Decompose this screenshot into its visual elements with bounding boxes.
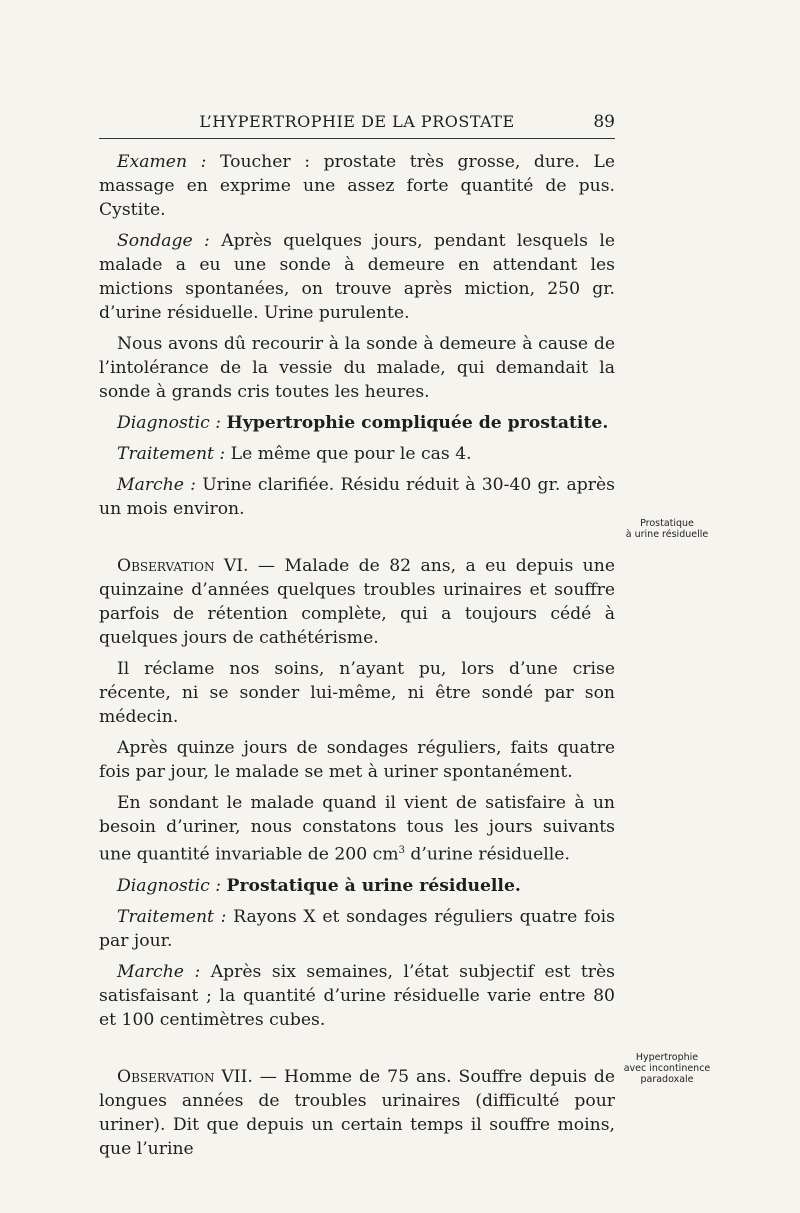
obs7-intro-paragraph [99, 1065, 615, 1161]
obs6-traitement-label: Traitement : [117, 906, 227, 927]
obs6-heading: Observation VI. — [117, 556, 276, 576]
obs6-p4-after: d’urine résiduelle. [404, 844, 570, 865]
section-gap-2 [99, 1039, 615, 1065]
margin-note-obs7-line1: Hypertrophie [635, 1052, 699, 1063]
sondage-paragraph [99, 229, 615, 325]
diagnostic-label-prev: Diagnostic : [117, 413, 222, 433]
diagnostic-text-prev: Hypertrophie compliquée de prostatite. [226, 413, 609, 433]
traitement-paragraph-prev [99, 442, 615, 466]
margin-note-obs7-line3: paradoxale [640, 1074, 694, 1085]
obs6-diagnostic-paragraph [99, 874, 615, 898]
obs7-intro: Homme de 75 ans. Souffre depuis de longues années de troubles urinaires (difficulté pour uriner). Dit que depuis un certain temps il souffre moins, que l’urine [99, 1066, 615, 1159]
obs6-diagnostic-text: Prostatique à urine résiduelle. [226, 875, 521, 896]
margin-note-obs6-line1: Prostatique [640, 518, 694, 529]
obs6-p2: Il réclame nos soins, n’ayant pu, lors d’une crise récente, ni se sonder lui-même, ni être sondé par son médecin. [99, 659, 615, 727]
running-header [99, 112, 615, 139]
obs6-traitement-text: Rayons X et sondages réguliers quatre fois par jour. [99, 906, 615, 951]
obs6-p4-before: En sondant le malade quand il vient de satisfaire à un besoin d’uriner, nous constatons tous les jours suivants une quantité invariable de 200 cm [99, 793, 615, 865]
obs6-diagnostic-label: Diagnostic : [117, 875, 222, 896]
examen-paragraph [99, 150, 615, 222]
obs6-marche-label: Marche : [117, 961, 201, 982]
margin-note-obs7-line2: avec incontinence [623, 1063, 711, 1074]
page-body [99, 150, 615, 1168]
sondage-text: Après quelques jours, pendant lesquels le malade a eu une sonde à demeure en attendant les mictions spontanées, on trouve après miction, 250 gr. d’urine résiduelle. Urine purulente. [99, 231, 615, 323]
obs6-marche-text: Après six semaines, l’état subjectif est très satisfaisant ; la quantité d’urine résiduelle varie entre 80 et 100 centimètres cubes. [99, 961, 615, 1030]
marche-label-prev: Marche : [117, 475, 196, 495]
traitement-text-prev: Le même que pour le cas 4. [230, 444, 472, 464]
section-gap [99, 528, 615, 554]
page-number: 89 [593, 112, 615, 132]
sondage-label: Sondage : [117, 231, 210, 251]
obs6-p4-sup: 3 [398, 845, 405, 856]
obs6-traitement-paragraph [99, 905, 615, 953]
marche-paragraph-prev [99, 473, 615, 521]
obs6-intro-paragraph [99, 554, 615, 650]
running-title: L’HYPERTROPHIE DE LA PROSTATE [199, 112, 515, 131]
margin-note-obs7 [618, 1052, 716, 1085]
margin-note-obs6-line2: à urine résiduelle [625, 529, 709, 540]
obs6-p3: Après quinze jours de sondages réguliers, faits quatre fois par jour, le malade se met à uriner spontanément. [99, 738, 615, 782]
margin-note-obs6 [618, 518, 716, 540]
obs6-intro: Malade de 82 ans, a eu depuis une quinzaine d’années quelques troubles urinaires et souffre parfois de rétention complète, qui a toujours cédé à quelques jours de cathétérisme. [99, 556, 615, 648]
obs7-heading: Observation VII. — [117, 1066, 277, 1087]
examen-text: Toucher : prostate très grosse, dure. Le massage en exprime une assez forte quantité de pus. Cystite. [99, 152, 615, 220]
marche-text-prev: Urine clarifiée. Résidu réduit à 30-40 gr. après un mois environ. [99, 475, 615, 519]
obs6-marche-paragraph [99, 960, 615, 1032]
examen-label: Examen : [117, 152, 207, 172]
traitement-label-prev: Traitement : [117, 444, 226, 464]
note-paragraph: Nous avons dû recourir à la sonde à demeure à cause de l’intolérance de la vessie du malade, qui demandait la sonde à grands cris toutes les heures. [99, 334, 615, 402]
obs6-p4 [99, 791, 615, 867]
diagnostic-paragraph-prev [99, 411, 615, 435]
